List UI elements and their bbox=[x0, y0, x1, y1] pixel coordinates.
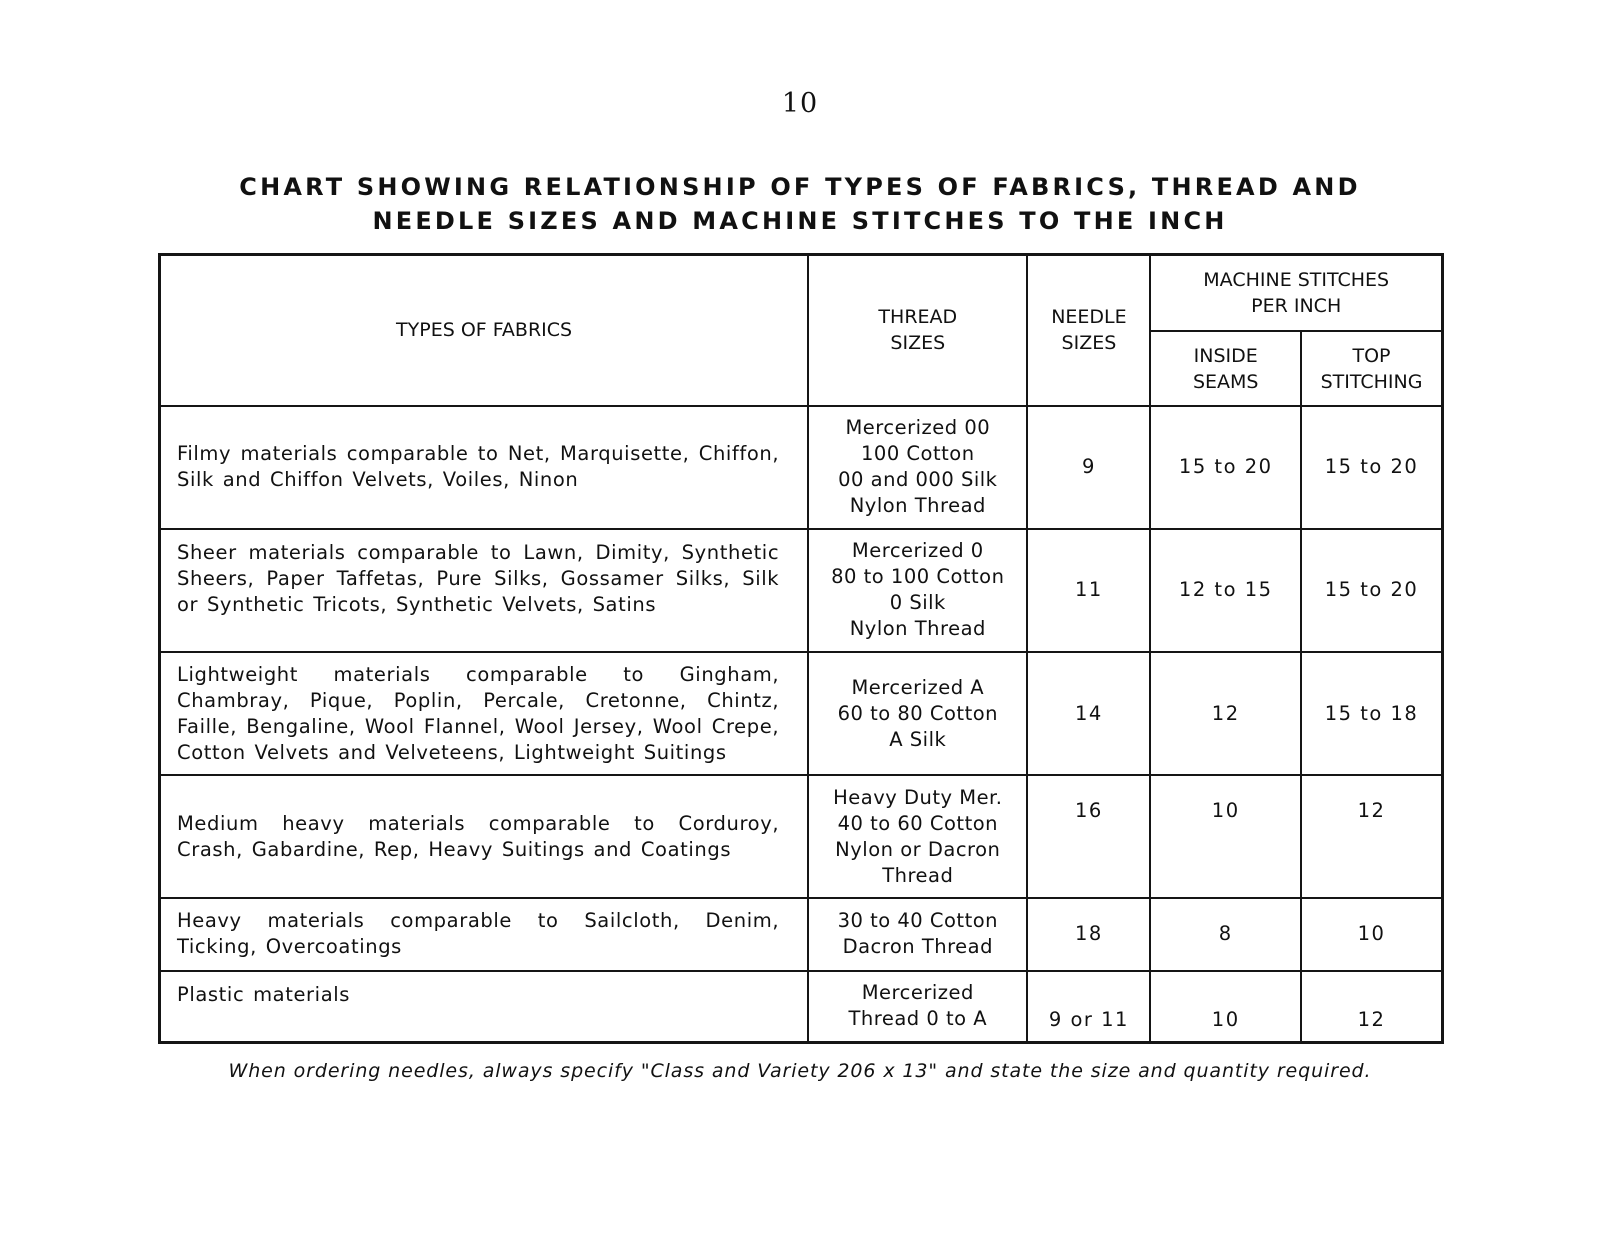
footnote: When ordering needles, always specify "Class and Variety 206 x 13" and state the size and quantity required. bbox=[228, 1060, 1372, 1082]
header-top-stitching bbox=[1301, 331, 1442, 406]
inside-seams-cell: 15 to 20 bbox=[1150, 406, 1301, 529]
thread-line: Nylon or Dacron bbox=[835, 837, 1001, 861]
thread-line: Mercerized A bbox=[851, 675, 985, 699]
header-thread-line-1: THREAD bbox=[878, 306, 958, 329]
table-row bbox=[160, 971, 1443, 1043]
header-thread-sizes bbox=[808, 255, 1027, 406]
header-machine-stitches bbox=[1150, 255, 1442, 332]
thread-line: Nylon Thread bbox=[849, 617, 986, 641]
header-stitches-line-2: PER INCH bbox=[1251, 295, 1342, 318]
thread-line: 0 Silk bbox=[889, 591, 946, 615]
fabric-cell: Filmy materials comparable to Net, Marquisette, Chiffon, Silk and Chiffon Velvets, Voiles, Ninon bbox=[160, 406, 809, 529]
header-needle-line-2: SIZES bbox=[1061, 332, 1117, 355]
needle-size-cell: 14 bbox=[1027, 652, 1150, 775]
chart-title bbox=[180, 170, 1420, 238]
fabric-cell: Plastic materials bbox=[160, 971, 809, 1043]
table-row bbox=[160, 406, 1443, 529]
thread-cell bbox=[808, 898, 1027, 971]
needle-size-cell: 9 or 11 bbox=[1027, 971, 1150, 1043]
inside-seams-cell: 12 bbox=[1150, 652, 1301, 775]
thread-line: Dacron Thread bbox=[842, 935, 994, 959]
fabric-cell: Lightweight materials comparable to Gingham, Chambray, Pique, Poplin, Percale, Cretonne, Chintz, Faille, Bengaline, Wool Flannel, Wool Jersey, Wool Crepe, Cotton Velvets and Velveteens, Lightweight Suitings bbox=[160, 652, 809, 775]
table-row bbox=[160, 529, 1443, 652]
header-inside-seams bbox=[1150, 331, 1301, 406]
fabric-cell: Medium heavy materials comparable to Corduroy, Crash, Gabardine, Rep, Heavy Suitings and Coatings bbox=[160, 775, 809, 898]
thread-line: Mercerized 00 bbox=[845, 416, 991, 440]
thread-line: Heavy Duty Mer. bbox=[833, 785, 1003, 809]
header-top-line-1: TOP bbox=[1352, 344, 1391, 367]
thread-line: 00 and 000 Silk bbox=[838, 468, 998, 492]
thread-cell bbox=[808, 406, 1027, 529]
header-stitches-line-1: MACHINE STITCHES bbox=[1203, 269, 1390, 292]
fabric-chart-table-container bbox=[158, 253, 1444, 1044]
header-inside-line-1: INSIDE bbox=[1193, 344, 1258, 367]
top-stitching-cell: 10 bbox=[1301, 898, 1442, 971]
top-stitching-cell: 12 bbox=[1301, 775, 1442, 898]
needle-size-cell: 9 bbox=[1027, 406, 1150, 529]
header-types-of-fabrics bbox=[160, 255, 809, 406]
header-inside-line-2: SEAMS bbox=[1192, 370, 1259, 393]
header-types-of-fabrics-label: TYPES OF FABRICS bbox=[396, 319, 573, 342]
thread-line: Thread 0 to A bbox=[848, 1007, 988, 1031]
table-row bbox=[160, 652, 1443, 775]
needle-size-cell: 18 bbox=[1027, 898, 1150, 971]
thread-line: 40 to 60 Cotton bbox=[837, 811, 999, 835]
header-top-line-2: STITCHING bbox=[1320, 370, 1423, 393]
thread-line: 100 Cotton bbox=[861, 442, 975, 466]
thread-line: Mercerized 0 bbox=[851, 539, 984, 563]
top-stitching-cell: 12 bbox=[1301, 971, 1442, 1043]
thread-line: A Silk bbox=[889, 727, 947, 751]
header-needle-sizes bbox=[1027, 255, 1150, 406]
table-row bbox=[160, 898, 1443, 971]
top-stitching-cell: 15 to 20 bbox=[1301, 406, 1442, 529]
fabric-chart-table bbox=[158, 253, 1444, 1044]
header-thread-line-2: SIZES bbox=[890, 332, 946, 355]
thread-line: 30 to 40 Cotton bbox=[837, 909, 999, 933]
inside-seams-cell: 10 bbox=[1150, 971, 1301, 1043]
table-row bbox=[160, 775, 1443, 898]
chart-title-line-2: NEEDLE SIZES AND MACHINE STITCHES TO THE INCH bbox=[372, 207, 1228, 235]
thread-cell bbox=[808, 529, 1027, 652]
inside-seams-cell: 8 bbox=[1150, 898, 1301, 971]
inside-seams-cell: 10 bbox=[1150, 775, 1301, 898]
thread-line: Nylon Thread bbox=[849, 494, 986, 518]
needle-size-cell: 16 bbox=[1027, 775, 1150, 898]
inside-seams-cell: 12 to 15 bbox=[1150, 529, 1301, 652]
thread-cell bbox=[808, 652, 1027, 775]
page-number: 10 bbox=[781, 88, 819, 119]
top-stitching-cell: 15 to 18 bbox=[1301, 652, 1442, 775]
fabric-cell: Heavy materials comparable to Sailcloth, Denim, Ticking, Overcoatings bbox=[160, 898, 809, 971]
thread-cell bbox=[808, 971, 1027, 1043]
fabric-cell: Sheer materials comparable to Lawn, Dimity, Synthetic Sheers, Paper Taffetas, Pure Silks, Gossamer Silks, Silk or Synthetic Tricots, Synthetic Velvets, Satins bbox=[160, 529, 809, 652]
header-needle-line-1: NEEDLE bbox=[1051, 306, 1127, 329]
chart-title-line-1: CHART SHOWING RELATIONSHIP OF TYPES OF FABRICS, THREAD AND bbox=[239, 173, 1361, 201]
thread-line: Mercerized bbox=[861, 981, 974, 1005]
needle-size-cell: 11 bbox=[1027, 529, 1150, 652]
thread-line: 60 to 80 Cotton bbox=[837, 701, 999, 725]
thread-cell bbox=[808, 775, 1027, 898]
thread-line: 80 to 100 Cotton bbox=[831, 565, 1005, 589]
thread-line: Thread bbox=[882, 863, 954, 887]
top-stitching-cell: 15 to 20 bbox=[1301, 529, 1442, 652]
